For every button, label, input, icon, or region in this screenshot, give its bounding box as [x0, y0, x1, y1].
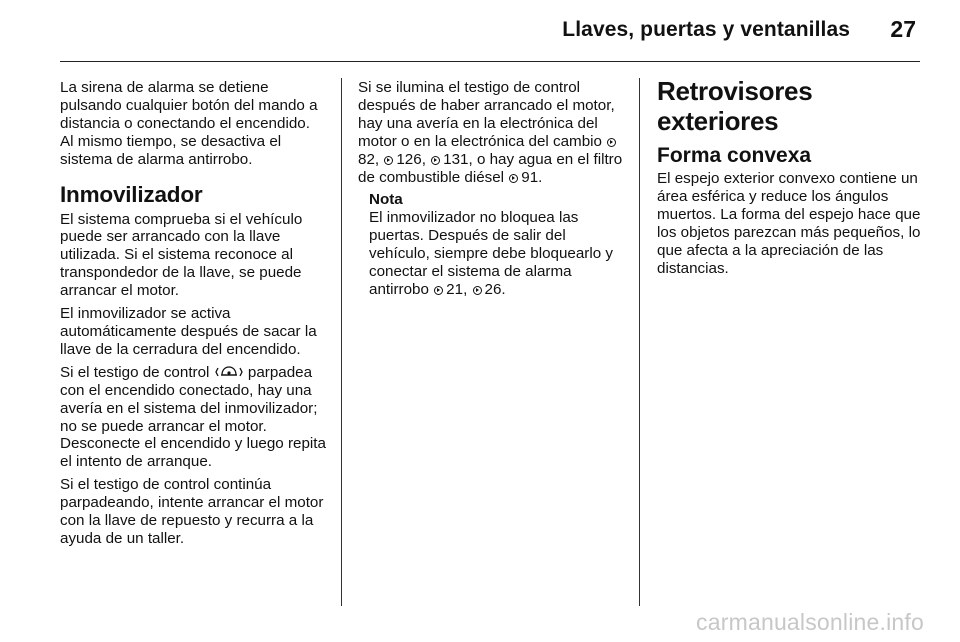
- note-block: [369, 191, 626, 298]
- page-reference-icon: [509, 174, 518, 183]
- section-heading-inmovilizador: Inmovilizador: [60, 181, 203, 207]
- column-2: [358, 79, 626, 299]
- alarm-siren-paragraph: La sirena de alarma se detiene pulsando cualquier botón del mando a distancia o conectando el encendido. Al mismo tiempo, se desactiva el sistema de alarma antirrobo.: [60, 79, 318, 168]
- engine-text-a: Si se ilumina el testigo de control después de haber arrancado el motor, hay una avería en la electrónica del motor o en la electrónica del cambio: [358, 79, 615, 150]
- page-reference-icon: [384, 156, 393, 165]
- page-ref-26[interactable]: 26.: [484, 280, 506, 298]
- convex-mirror-paragraph: El espejo exterior convexo contiene un área esférica y reduce los ángulos muertos. La forma del espejo hace que los objetos parezcan más pequeños, lo que afecta a la apreciación de las distancias.: [657, 170, 921, 277]
- page-ref-126[interactable]: 126,: [396, 150, 426, 168]
- engine-electronics-paragraph: [358, 79, 626, 186]
- page-ref-82[interactable]: 82,: [358, 150, 380, 168]
- immobilizer-check-paragraph: El sistema comprueba si el vehículo puede ser arrancado con la llave utilizada. Si el sistema reconoce al transpondedor de la llave, se puede arrancar el motor.: [60, 210, 303, 300]
- page-ref-91[interactable]: 91.: [521, 168, 543, 186]
- engine-text-b: o hay agua en el filtro de combustible diésel: [358, 150, 623, 186]
- page-reference-icon: [434, 286, 443, 295]
- section-heading-retrovisores: Retrovisores exteriores: [657, 76, 813, 136]
- column-divider-1: [341, 78, 342, 606]
- page-header-title: Llaves, puertas y ventanillas: [562, 18, 850, 41]
- page-reference-icon: [431, 156, 440, 165]
- page-ref-21[interactable]: 21,: [446, 280, 468, 298]
- immobilizer-activation-paragraph: El inmovilizador se activa automáticamente después de sacar la llave de la cerradura del encendido.: [60, 305, 317, 358]
- spare-key-paragraph: Si el testigo de control continúa parpadeando, intente arrancar el motor con la llave de repuesto y recurra a la ayuda de un taller.: [60, 476, 324, 547]
- note-text-a: El inmovilizador no bloquea las puertas. Después de salir del vehículo, siempre debe bloquearlo y conectar el sistema de alarma antirrobo: [369, 209, 613, 298]
- note-title: Nota: [369, 191, 403, 209]
- header-divider: [60, 61, 920, 62]
- warning-light-text-before: Si el testigo de control: [60, 363, 214, 381]
- subheading-forma-convexa: Forma convexa: [657, 144, 812, 167]
- page-number: 27: [890, 16, 916, 42]
- warning-light-paragraph: [60, 364, 326, 471]
- warning-light-text-after: parpadea con el encendido conectado, hay una avería en el sistema del inmovilizador; no se puede arrancar el motor. Desconecte el encendido y luego repita el intento de arranque.: [60, 363, 326, 471]
- page-reference-icon: [473, 286, 482, 295]
- immobilizer-warning-icon: [214, 365, 244, 379]
- watermark: carmanualsonline.info: [696, 609, 924, 635]
- page-ref-131[interactable]: 131,: [443, 150, 473, 168]
- note-text: [369, 209, 626, 299]
- column-1: [60, 79, 326, 553]
- column-3: [657, 76, 923, 282]
- page-reference-icon: [607, 138, 616, 147]
- column-divider-2: [639, 78, 640, 606]
